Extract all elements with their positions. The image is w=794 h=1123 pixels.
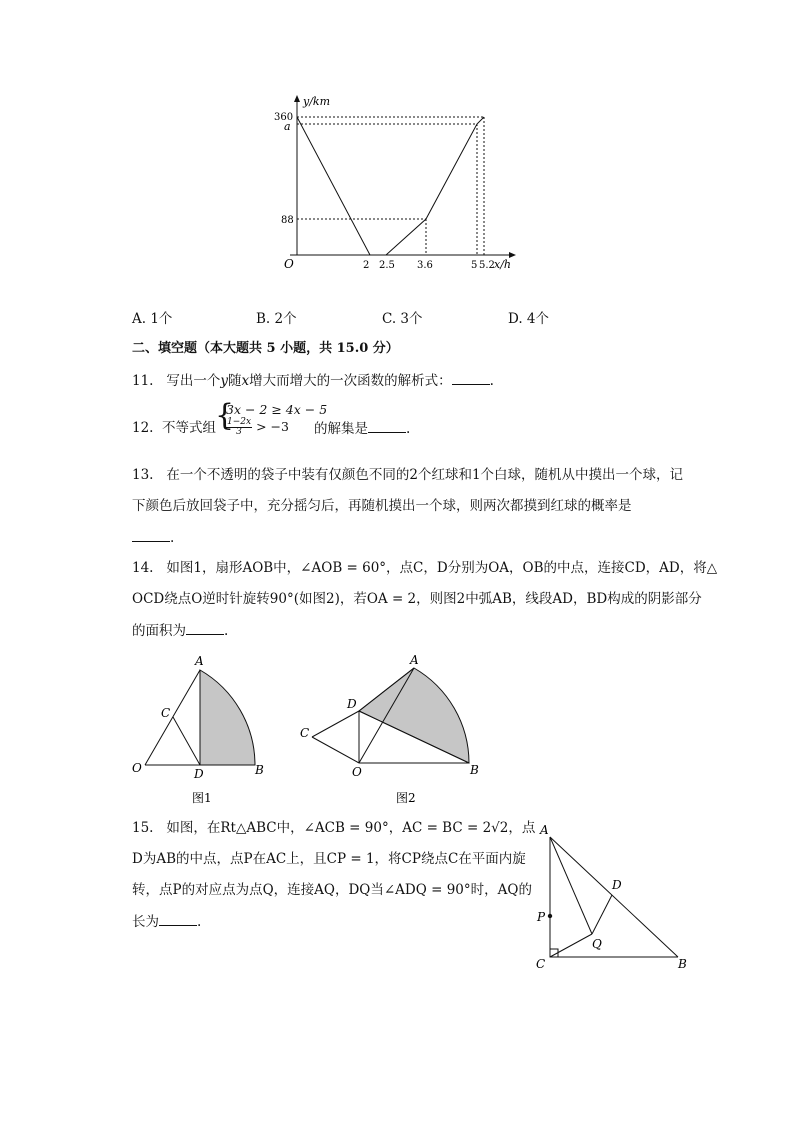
- q12-line2-rest: > −3: [256, 419, 289, 434]
- q12-pre: 不等式组: [162, 420, 216, 436]
- fig2-label-B: B: [470, 763, 479, 777]
- q11-pre: 写出一个: [166, 373, 221, 389]
- q12-post-text: 的解集是: [314, 421, 368, 437]
- q15-line4-text: 长为: [132, 914, 159, 930]
- q11-var-x: x: [241, 373, 250, 389]
- y-tick-360: 360: [274, 112, 294, 123]
- fig2-caption: 图2: [396, 791, 416, 805]
- q13-end: .: [170, 530, 175, 546]
- fig3-line-AQ: [550, 837, 592, 934]
- q14-line3: [132, 622, 228, 639]
- q15-line2: D为AB的中点，点P在AC上，且CP = 1，将CP绕点C在平面内旋: [132, 851, 526, 867]
- option-d: D. 4个: [508, 311, 550, 327]
- fig2-label-C: C: [300, 726, 310, 740]
- y-axis-label: y/km: [303, 95, 331, 108]
- q12-fraction: [226, 418, 252, 437]
- x-tick-5: 5: [471, 260, 478, 271]
- fig1-label-D: D: [194, 767, 204, 781]
- x-tick-3.6: 3.6: [417, 260, 433, 271]
- fig3-label-P: P: [537, 910, 546, 924]
- q12-number: 12.: [132, 420, 154, 436]
- q15-line1: 如图，在Rt△ABC中，∠ACB = 90°，AC = BC = 2√2，点: [166, 820, 536, 836]
- fig3-label-B: B: [678, 957, 687, 971]
- q12-frac-den: 3: [236, 427, 242, 437]
- fig3-line-AB: [550, 837, 678, 957]
- fig3-point-P: [548, 914, 552, 918]
- fig1-label-B: B: [255, 763, 264, 777]
- q12-end: .: [406, 421, 411, 437]
- q12-brace: {: [215, 398, 235, 433]
- option-a: A. 1个: [132, 311, 173, 327]
- q14-end: .: [224, 623, 229, 639]
- figure-3: [532, 818, 702, 978]
- fig2-line-OC: [312, 737, 359, 763]
- q12-line1: 3x − 2 ≥ 4x − 5: [226, 402, 328, 417]
- fig3-label-D: D: [612, 878, 622, 892]
- q13-line1: 在一个不透明的袋子中装有仅颜色不同的2个红球和1个白球，随机从中摸出一个球，记: [166, 467, 684, 483]
- question-13-line1: [132, 467, 683, 483]
- question-15-line1: [132, 820, 535, 836]
- fig1-label-O: O: [132, 761, 142, 775]
- x-axis-label: x/h: [494, 258, 511, 271]
- fig1-caption: 图1: [192, 791, 212, 805]
- q15-line3: 转，点P的对应点为点Q，连接AQ，DQ当∠ADQ = 90°时，AQ的: [132, 882, 532, 898]
- fig3-label-Q: Q: [592, 937, 602, 951]
- fig1-label-C: C: [161, 706, 171, 720]
- q11-post: 增大而增大的一次函数的解析式：: [249, 373, 452, 389]
- y-axis-arrow: [294, 95, 300, 102]
- q12-line2: [226, 418, 289, 437]
- q13-number: 13.: [132, 467, 154, 483]
- graph-line-1: [297, 117, 370, 255]
- q15-answer-blank[interactable]: [159, 913, 197, 926]
- distance-time-graph: [270, 92, 530, 272]
- fig3-label-A: A: [540, 823, 549, 837]
- fig3-line-DQ: [592, 895, 612, 934]
- y-tick-a: a: [284, 120, 291, 133]
- q15-end: .: [197, 914, 202, 930]
- q14-line3-text: 的面积为: [132, 623, 186, 639]
- option-c: C. 3个: [382, 311, 423, 327]
- q12-answer-blank[interactable]: [368, 420, 406, 433]
- fig1-line-CD: [173, 717, 200, 765]
- figure-2: [296, 650, 496, 810]
- fig2-label-D: D: [347, 697, 357, 711]
- q14-line1: 如图1，扇形AOB中，∠AOB = 60°，点C，D分别为OA，OB的中点，连接CD，AD，将△: [166, 560, 718, 576]
- question-11: [132, 372, 494, 389]
- graph-line-2: [386, 117, 484, 255]
- figure-1: [128, 650, 278, 810]
- y-tick-88: 88: [281, 215, 294, 226]
- x-tick-5.2: 5.2: [479, 260, 495, 271]
- q11-answer-blank[interactable]: [452, 372, 490, 385]
- origin-label: O: [284, 257, 294, 271]
- fig1-shaded-region: [200, 670, 255, 765]
- q11-var-y: y: [220, 373, 228, 389]
- q15-line4: [132, 913, 201, 930]
- fig2-label-A: A: [410, 653, 419, 667]
- x-tick-2: 2: [363, 260, 370, 271]
- question-14-line1: [132, 560, 717, 576]
- q12-post: [314, 420, 410, 437]
- fig3-line-CQ: [550, 934, 592, 957]
- fig2-label-O: O: [352, 765, 362, 779]
- q11-mid: 随: [228, 373, 242, 389]
- section-heading: 二、填空题（本大题共 5 小题，共 15.0 分）: [132, 341, 399, 356]
- q14-line2: OCD绕点O逆时针旋转90°(如图2)，若OA = 2，则图2中弧AB，线段AD，BD构成的阴影部分: [132, 591, 702, 607]
- q11-number: 11.: [132, 373, 154, 389]
- q15-number: 15.: [132, 820, 154, 836]
- q14-number: 14.: [132, 560, 154, 576]
- fig3-label-C: C: [536, 957, 546, 971]
- x-tick-2.5: 2.5: [379, 260, 395, 271]
- q13-line2: 下颜色后放回袋子中，充分摇匀后，再随机摸出一个球，则两次都摸到红球的概率是: [132, 498, 632, 514]
- q11-end: .: [489, 373, 494, 389]
- q13-answer-blank[interactable]: [132, 529, 170, 542]
- q14-answer-blank[interactable]: [186, 622, 224, 635]
- fig2-line-CD: [312, 711, 359, 737]
- option-b: B. 2个: [256, 311, 297, 327]
- fig1-label-A: A: [195, 654, 204, 668]
- q12-frac-num: 1−2x: [227, 417, 252, 427]
- q13-line3: [132, 529, 174, 546]
- fig2-shaded-region: [359, 668, 469, 763]
